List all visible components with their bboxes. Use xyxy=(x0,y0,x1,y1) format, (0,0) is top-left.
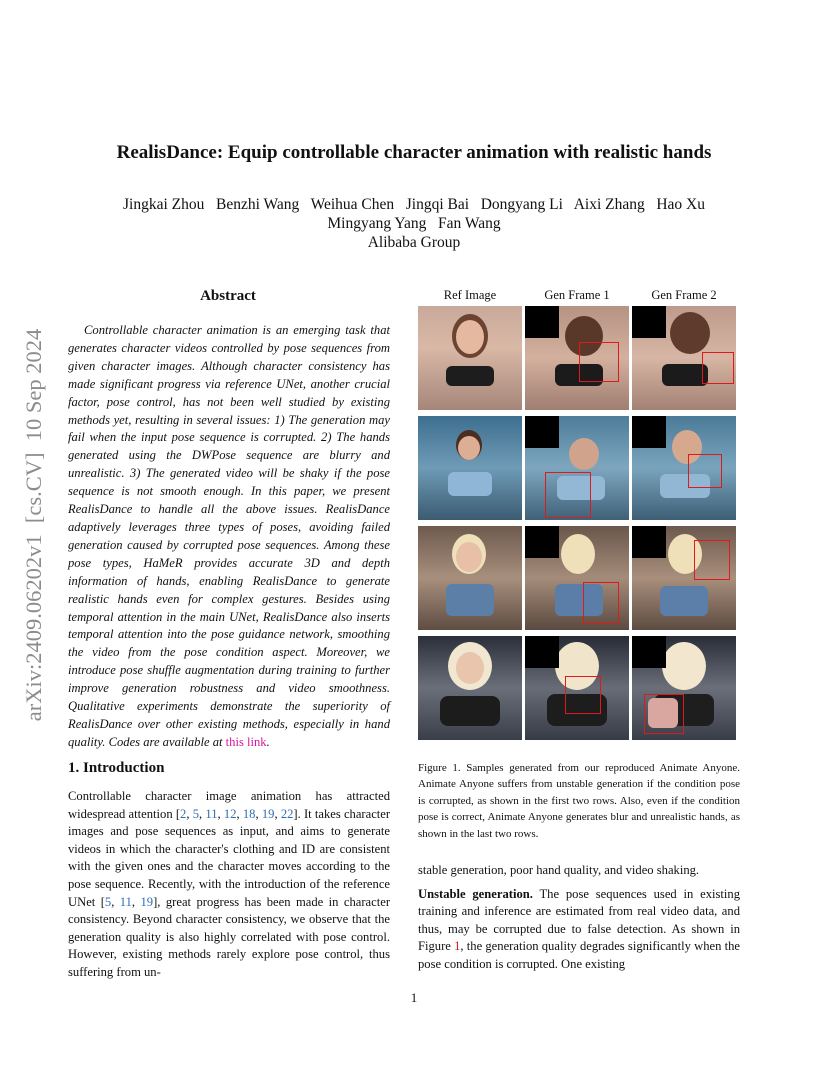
citation-link[interactable]: 19 xyxy=(261,806,275,821)
section-heading-introduction: 1. Introduction xyxy=(68,760,165,776)
pose-inset xyxy=(525,636,559,668)
col-header-ref-image: Ref Image xyxy=(443,288,497,302)
arxiv-stamp-text: arXiv:2409.06202v1 [cs.CV] 10 Sep 2024 xyxy=(21,328,46,722)
page-number: 1 xyxy=(410,990,418,1005)
intro-text-a: Controllable character image animation has attracted widespread attention [ xyxy=(68,789,390,821)
abstract-heading: Abstract xyxy=(200,288,256,304)
hand-highlight-box xyxy=(545,472,591,518)
introduction-body xyxy=(68,788,390,982)
image-row3-gen1 xyxy=(525,526,629,630)
pose-inset xyxy=(632,526,666,558)
image-row4-gen2 xyxy=(632,636,736,740)
pose-inset xyxy=(525,526,559,558)
image-row4-ref xyxy=(418,636,522,740)
image-row1-ref xyxy=(418,306,522,410)
image-row3-gen2 xyxy=(632,526,736,630)
affiliation: Alibaba Group xyxy=(367,234,461,251)
continued-text: stable generation, poor hand quality, and video shaking. xyxy=(418,863,700,877)
hand-highlight-box xyxy=(579,342,619,382)
citation-link[interactable]: 22 xyxy=(280,806,294,821)
abstract-end: . xyxy=(266,734,270,749)
citation-group-2: 5, 11, 19 xyxy=(104,894,154,909)
citation-link[interactable]: 12 xyxy=(223,806,237,821)
figure-1-caption: Figure 1. Samples generated from our reproduced Animate Anyone. Animate Anyone suffers from unstable generation if the condition pose is corrupted, as shown in the first two rows. Also, even if the condition pose is correct, Animate Anyone generates blur and unrealistic hands, as shown in the last two rows. xyxy=(418,762,740,840)
image-row2-ref xyxy=(418,416,522,520)
citation-link[interactable]: 5 xyxy=(104,894,112,909)
image-row1-gen2 xyxy=(632,306,736,410)
pose-inset xyxy=(525,416,559,448)
arxiv-stamp xyxy=(22,285,46,765)
unstable-text-a: The pose sequences used in existing training and inference are estimated from real video data, and thus, may be corrupted due to false detection. As shown in Figure xyxy=(418,886,740,954)
citation-link[interactable]: 5 xyxy=(192,806,200,821)
figure-reference-link[interactable]: 1 xyxy=(454,939,461,954)
hand-highlight-box xyxy=(702,352,734,384)
unstable-text-b: , the generation quality degrades significantly when the pose condition is corrupted. One existing xyxy=(418,939,740,971)
authors-line-1: Jingkai Zhou Benzhi Wang Weihua Chen Jingqi Bai Dongyang Li Aixi Zhang Hao Xu xyxy=(123,196,705,213)
authors-line-2: Mingyang Yang Fan Wang xyxy=(327,215,501,232)
hand-highlight-box xyxy=(694,540,730,580)
hand-highlight-box xyxy=(688,454,722,488)
image-row3-ref xyxy=(418,526,522,630)
code-link[interactable]: this link xyxy=(225,734,267,749)
pose-inset xyxy=(632,306,666,338)
citation-link[interactable]: 11 xyxy=(205,806,218,821)
citation-link[interactable]: 2 xyxy=(180,806,187,821)
author-block xyxy=(0,195,828,252)
col-header-gen-frame-1: Gen Frame 1 xyxy=(544,288,610,302)
image-row4-gen1 xyxy=(525,636,629,740)
paper-title: RealisDance: Equip controllable character animation with realistic hands xyxy=(116,142,712,163)
citation-link[interactable]: 11 xyxy=(119,894,132,909)
intro-text-b: ]. It takes character images and pose sequences as input, and aims to generate videos in which the character's clothing and ID are consistent with the given ones and the character moves according to the pose sequence. Recently, with the introduction of the reference UNet [ xyxy=(68,806,391,909)
image-row2-gen1 xyxy=(525,416,629,520)
pose-inset xyxy=(525,306,559,338)
abstract-body xyxy=(68,322,390,752)
abstract-text: Controllable character animation is an emerging task that generates character videos controlled by pose sequences from given character images. Although character consistency has made significant progress via reference UNet, another crucial factor, pose control, has not been well studied by existing methods yet, resulting in several issues: 1) The generation may fail when the input pose sequence is corrupted. 2) The hands generated using the DWPose sequence are blurry and unrealistic. 3) The generated video will be shaky if the pose sequence is not smooth enough. In this paper, we present RealisDance to handle all the above issues. RealisDance adaptively leverages three types of poses, avoiding failed generation caused by corrupted pose sequences. Among these pose types, HaMeR provides accurate 3D and depth information of hands, enabling RealisDance to generate realistic hands even for complex gestures. Besides using temporal attention in the main UNet, RealisDance also inserts temporal attention into the pose guidance network, smoothing the video from the pose condition aspect. Moreover, we introduce pose shuffle augmentation during training to further improve generation robustness and video smoothness. Qualitative experiments demonstrate the superiority of RealisDance over other existing methods, especially in hand quality. Codes are available at xyxy=(68,323,390,749)
hand-highlight-box xyxy=(565,676,601,714)
intro-text-c: ], great progress has been made in character consistency. Beyond character consistency, we observe that the generation quality is also highly correlated with pose control. However, existing methods rarely explore pose control, thus suffering from un- xyxy=(68,894,391,979)
citation-group-1: 2, 5, 11, 12, 18, 19, 22 xyxy=(180,806,294,821)
paragraph-heading-unstable-generation: Unstable generation. xyxy=(418,886,533,901)
image-row1-gen1 xyxy=(525,306,629,410)
pose-inset xyxy=(632,416,666,448)
image-row2-gen2 xyxy=(632,416,736,520)
citation-link[interactable]: 19 xyxy=(140,894,154,909)
pose-inset xyxy=(632,636,666,668)
col-header-gen-frame-2: Gen Frame 2 xyxy=(651,288,717,302)
hand-highlight-box xyxy=(583,582,619,624)
citation-link[interactable]: 18 xyxy=(242,806,256,821)
right-column-body xyxy=(418,862,740,980)
hand-highlight-box xyxy=(644,694,684,734)
